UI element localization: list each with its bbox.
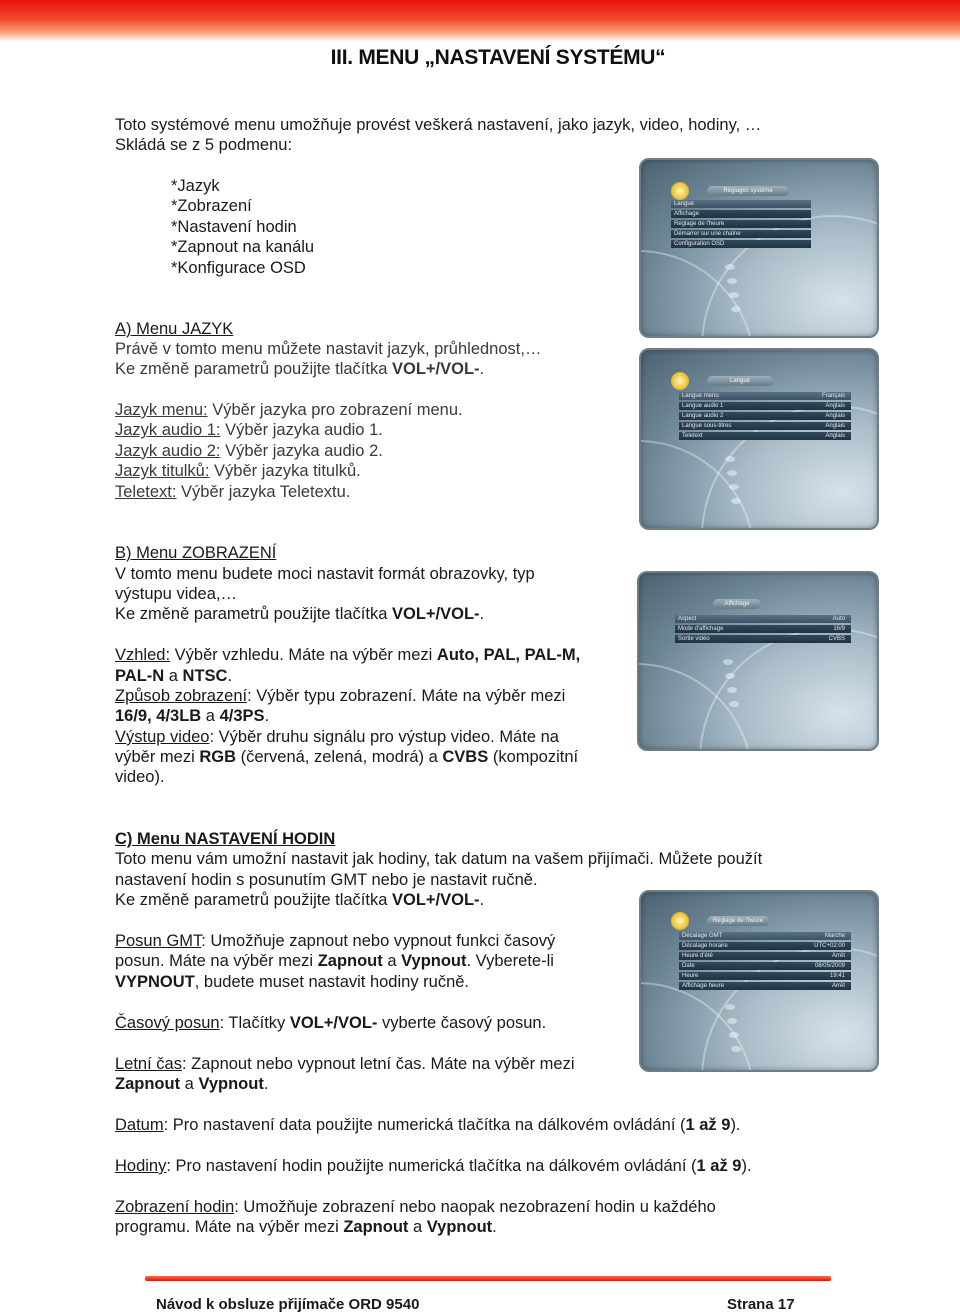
item-jazyk-audio-1: Jazyk audio 1: Výběr jazyka audio 1. — [115, 421, 383, 440]
menu-header: Réglage de l'heure — [707, 916, 769, 926]
menu-header: Affichage — [713, 599, 761, 609]
section-b-line-1: V tomto menu budete moci nastavit formát obrazovky, typ — [115, 565, 535, 583]
submenu-list — [171, 176, 314, 278]
menu-row: Heure d'été Arrêt — [679, 952, 851, 960]
menu-row: Date 08/05/2009 — [679, 962, 851, 970]
page-title: III. MENU „NASTAVENÍ SYSTÉMU“ — [330, 46, 666, 69]
menu-row: Heure 19:41 — [679, 972, 851, 980]
screenshot-display-menu — [637, 571, 879, 751]
section-c-line-2: nastavení hodin s posunutím GMT nebo je nastavit ručně. — [115, 871, 538, 889]
vystup-line-2: výběr mezi RGB (červená, zelená, modrá) a CVBS (kompozitní — [115, 748, 579, 766]
hodiny-line: Hodiny: Pro nastavení hodin použijte numerická tlačítka na dálkovém ovládání (1 až 9). — [115, 1157, 752, 1175]
vzhled-line-2: PAL-N a NTSC. — [115, 667, 233, 685]
section-c-heading: C) Menu NASTAVENÍ HODIN — [115, 830, 336, 848]
logo-icon — [671, 912, 689, 930]
menu-row: Teletext Anglais — [679, 432, 851, 440]
screenshot-language-menu — [639, 348, 879, 530]
menu-header: Réglages système — [707, 186, 789, 196]
footer-page-number: Strana 17 — [727, 1296, 795, 1313]
section-b-line-3: Ke změně parametrů použijte tlačítka VOL+/VOL-. — [115, 605, 485, 623]
item-jazyk-audio-2: Jazyk audio 2: Výběr jazyka audio 2. — [115, 441, 383, 460]
menu-row: Affichage heure Arrêt — [679, 982, 851, 990]
section-a-line-1: Právě v tomto menu můžete nastavit jazyk, průhlednost,… — [115, 340, 542, 358]
vystup-line-3: video). — [115, 768, 165, 786]
casovy-posun-line: Časový posun: Tlačítky VOL+/VOL- vyberte časový posun. — [115, 1014, 547, 1032]
datum-line: Datum: Pro nastavení data použijte numerická tlačítka na dálkovém ovládání (1 až 9). — [115, 1116, 741, 1134]
item-jazyk-menu: Jazyk menu: Výběr jazyka pro zobrazení menu. — [115, 401, 463, 419]
posun-line-2: posun. Máte na výběr mezi Zapnout a Vypnout. Vyberete-li — [115, 952, 554, 970]
menu-row: Aspect Auto — [675, 615, 851, 623]
submenu-item: *Jazyk — [171, 177, 220, 195]
menu-row: Langue — [671, 200, 811, 208]
submenu-item: *Konfigurace OSD — [171, 258, 306, 277]
menu-row: Langue menu Français — [679, 392, 851, 400]
menu-row: Configuration OSD — [671, 240, 811, 248]
menu-row: Langue sous-titres Anglais — [679, 422, 851, 430]
screenshot-clock-menu — [639, 890, 879, 1072]
submenu-item: *Nastavení hodin — [171, 217, 297, 236]
menu-row: Affichage — [671, 210, 811, 218]
posun-line-3: VYPNOUT, budete muset nastavit hodiny ručně. — [115, 973, 470, 991]
menu-header: Langue — [707, 376, 773, 386]
section-a-heading: A) Menu JAZYK — [115, 320, 234, 338]
submenu-item: *Zapnout na kanálu — [171, 238, 315, 257]
submenu-item: *Zobrazení — [171, 197, 252, 216]
screenshot-system-menu — [639, 158, 879, 338]
letni-cas-line-2: Zapnout a Vypnout. — [115, 1075, 269, 1093]
zpusob-line-1: Způsob zobrazení: Výběr typu zobrazení. Máte na výběr mezi — [115, 687, 566, 705]
vzhled-line-1: Vzhled: Výběr vzhledu. Máte na výběr mezi Auto, PAL, PAL-M, — [115, 646, 581, 664]
item-teletext: Teletext: Výběr jazyka Teletextu. — [115, 482, 351, 501]
footer-red-line — [145, 1276, 831, 1281]
letni-cas-line-1: Letní čas: Zapnout nebo vypnout letní čas. Máte na výběr mezi — [115, 1055, 575, 1073]
logo-icon — [671, 182, 689, 200]
item-jazyk-titulku: Jazyk titulků: Výběr jazyka titulků. — [115, 462, 361, 481]
vystup-line-1: Výstup video: Výběr druhu signálu pro výstup video. Máte na — [115, 728, 559, 746]
menu-row: Mode d'affichage 16/9 — [675, 625, 851, 633]
posun-line-1: Posun GMT: Umožňuje zapnout nebo vypnout funkci časový — [115, 932, 556, 950]
section-b-line-2: výstupu videa,… — [115, 585, 237, 603]
section-b-heading: B) Menu ZOBRAZENÍ — [115, 544, 277, 562]
logo-icon — [671, 372, 689, 390]
menu-row: Langue audio 1 Anglais — [679, 402, 851, 410]
top-red-bar — [0, 0, 960, 42]
menu-row: Réglage de l'heure — [671, 220, 811, 228]
menu-row: Décalage GMT Marche — [679, 932, 851, 940]
zpusob-line-2: 16/9, 4/3LB a 4/3PS. — [115, 707, 270, 725]
section-a-line-2: Ke změně parametrů použijte tlačítka VOL+/VOL-. — [115, 360, 485, 378]
section-c-line-3: Ke změně parametrů použijte tlačítka VOL+/VOL-. — [115, 891, 485, 909]
menu-row: Sortie vidéo CVBS — [675, 635, 851, 643]
intro-line-1: Toto systémové menu umožňuje provést veškerá nastavení, jako jazyk, video, hodiny, … — [115, 116, 762, 134]
footer-manual-title: Návod k obsluze přijímače ORD 9540 — [156, 1296, 420, 1313]
zobrazeni-hodin-line-2: programu. Máte na výběr mezi Zapnout a Vypnout. — [115, 1218, 497, 1236]
zobrazeni-hodin-line-1: Zobrazení hodin: Umožňuje zobrazení nebo naopak nezobrazení hodin u každého — [115, 1198, 716, 1216]
menu-row: Langue audio 2 Anglais — [679, 412, 851, 420]
menu-row: Démarrer sur une chaîne — [671, 230, 811, 238]
intro-line-2: Skládá se z 5 podmenu: — [115, 136, 293, 154]
section-a-items — [115, 400, 463, 502]
menu-row: Décalage horaire UTC+02:00 — [679, 942, 851, 950]
section-c-line-1: Toto menu vám umožní nastavit jak hodiny, tak datum na vašem přijímači. Můžete použít — [115, 850, 763, 868]
